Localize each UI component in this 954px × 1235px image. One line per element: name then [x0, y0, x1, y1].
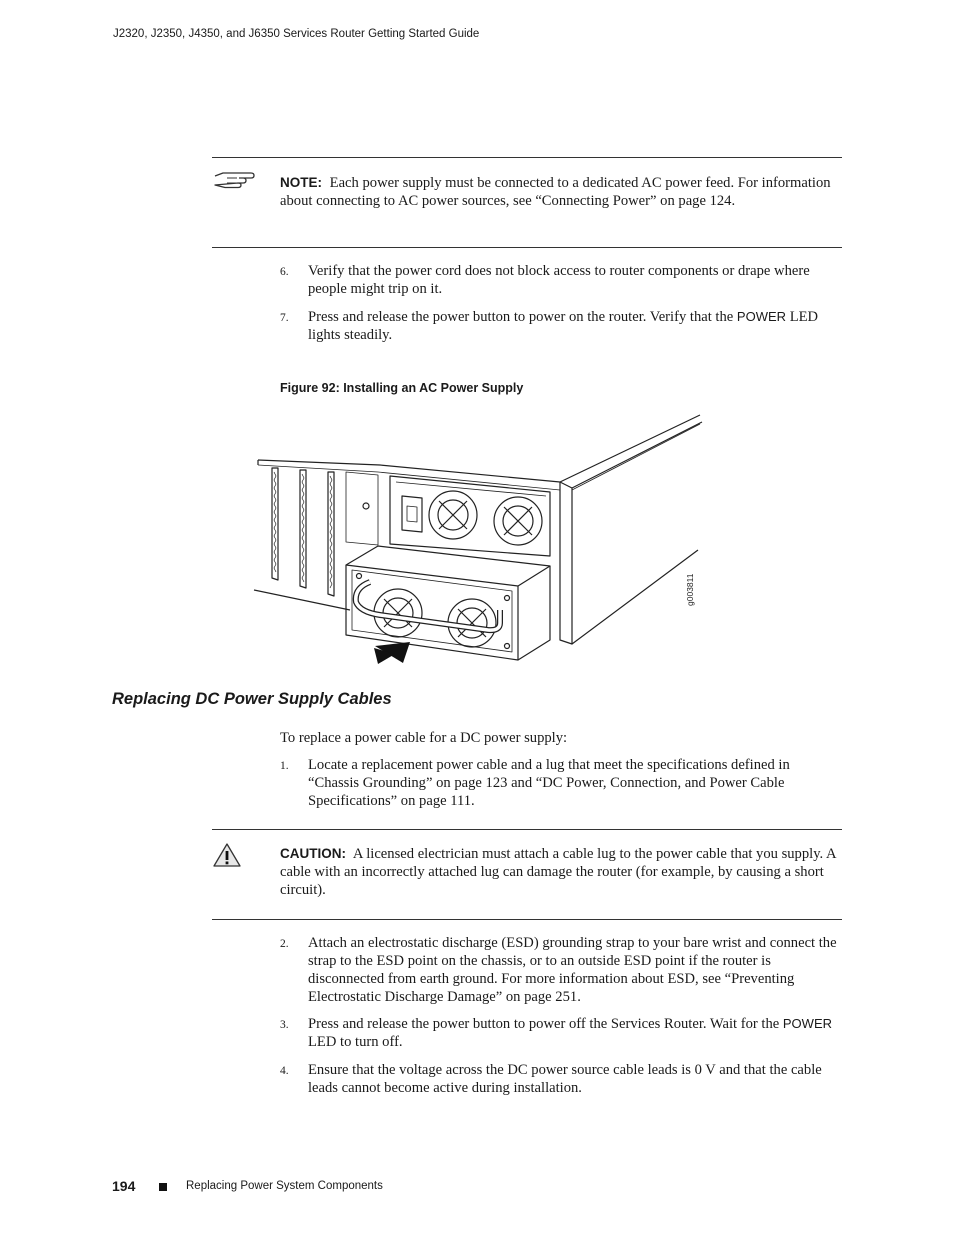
step-text: Press and release the power button to power off the Services Router. Wait for the POWER LED to turn off. — [308, 1016, 833, 1050]
step-number: 4. — [280, 1065, 289, 1077]
ac-power-supply-illustration — [250, 410, 710, 670]
note-body: Each power supply must be connected to a dedicated AC power feed. For information about connecting to AC power sources, see “Connecting Power” on page 124. — [280, 175, 831, 209]
step-number: 7. — [280, 312, 289, 324]
footer-square-bullet — [159, 1183, 167, 1191]
list-item — [280, 308, 842, 344]
note-bottom-rule — [212, 247, 842, 248]
step-text: Attach an electrostatic discharge (ESD) grounding strap to your bare wrist and connect the strap to the ESD point on the chassis, or to an outside ESD point if the router is disconnected from earth ground. For more information about ESD, see “Preventing Electrostatic Discharge Damage” on page 251. — [308, 935, 837, 1005]
power-led-label: POWER — [782, 1016, 833, 1031]
list-item — [280, 1061, 842, 1097]
list-item — [280, 262, 842, 298]
note-label: NOTE: — [280, 175, 322, 190]
note-text — [280, 174, 842, 210]
list-item — [280, 934, 842, 1006]
caution-top-rule — [212, 829, 842, 830]
list-item — [280, 1015, 842, 1051]
note-top-rule — [212, 157, 842, 158]
page-number: 194 — [112, 1178, 136, 1194]
pointing-hand-icon — [213, 168, 255, 190]
step-number: 2. — [280, 938, 289, 950]
step-number: 3. — [280, 1019, 289, 1031]
footer-section-title: Replacing Power System Components — [186, 1180, 383, 1192]
caution-text — [280, 845, 842, 899]
caution-label: CAUTION: — [280, 846, 346, 861]
warning-triangle-icon — [212, 842, 242, 868]
caution-bottom-rule — [212, 919, 842, 920]
section-heading: Replacing DC Power Supply Cables — [112, 690, 392, 708]
step-number: 1. — [280, 760, 289, 772]
figure-code: g003811 — [685, 573, 695, 606]
step-text: Ensure that the voltage across the DC power source cable leads is 0 V and that the cable leads cannot become active during installation. — [308, 1062, 822, 1096]
caution-body: A licensed electrician must attach a cable lug to the power cable that you supply. A cable with an incorrectly attached lug can damage the router (for example, by causing a short circuit). — [280, 846, 836, 898]
running-header: J2320, J2350, J4350, and J6350 Services Router Getting Started Guide — [113, 28, 480, 40]
step-text: Verify that the power cord does not block access to router components or drape where people might trip on it. — [308, 263, 810, 297]
step-text: Press and release the power button to power on the router. Verify that the POWER LED lights steadily. — [308, 309, 819, 343]
list-item — [280, 756, 842, 810]
figure-caption: Figure 92: Installing an AC Power Supply — [280, 381, 524, 395]
power-led-label: POWER — [736, 309, 787, 324]
step-text: Locate a replacement power cable and a lug that meet the specifications defined in “Chassis Grounding” on page 123 and “DC Power, Connection, and Power Cable Specifications” on page 111. — [308, 757, 790, 809]
step-number: 6. — [280, 266, 289, 278]
intro-text: To replace a power cable for a DC power supply: — [280, 730, 568, 746]
